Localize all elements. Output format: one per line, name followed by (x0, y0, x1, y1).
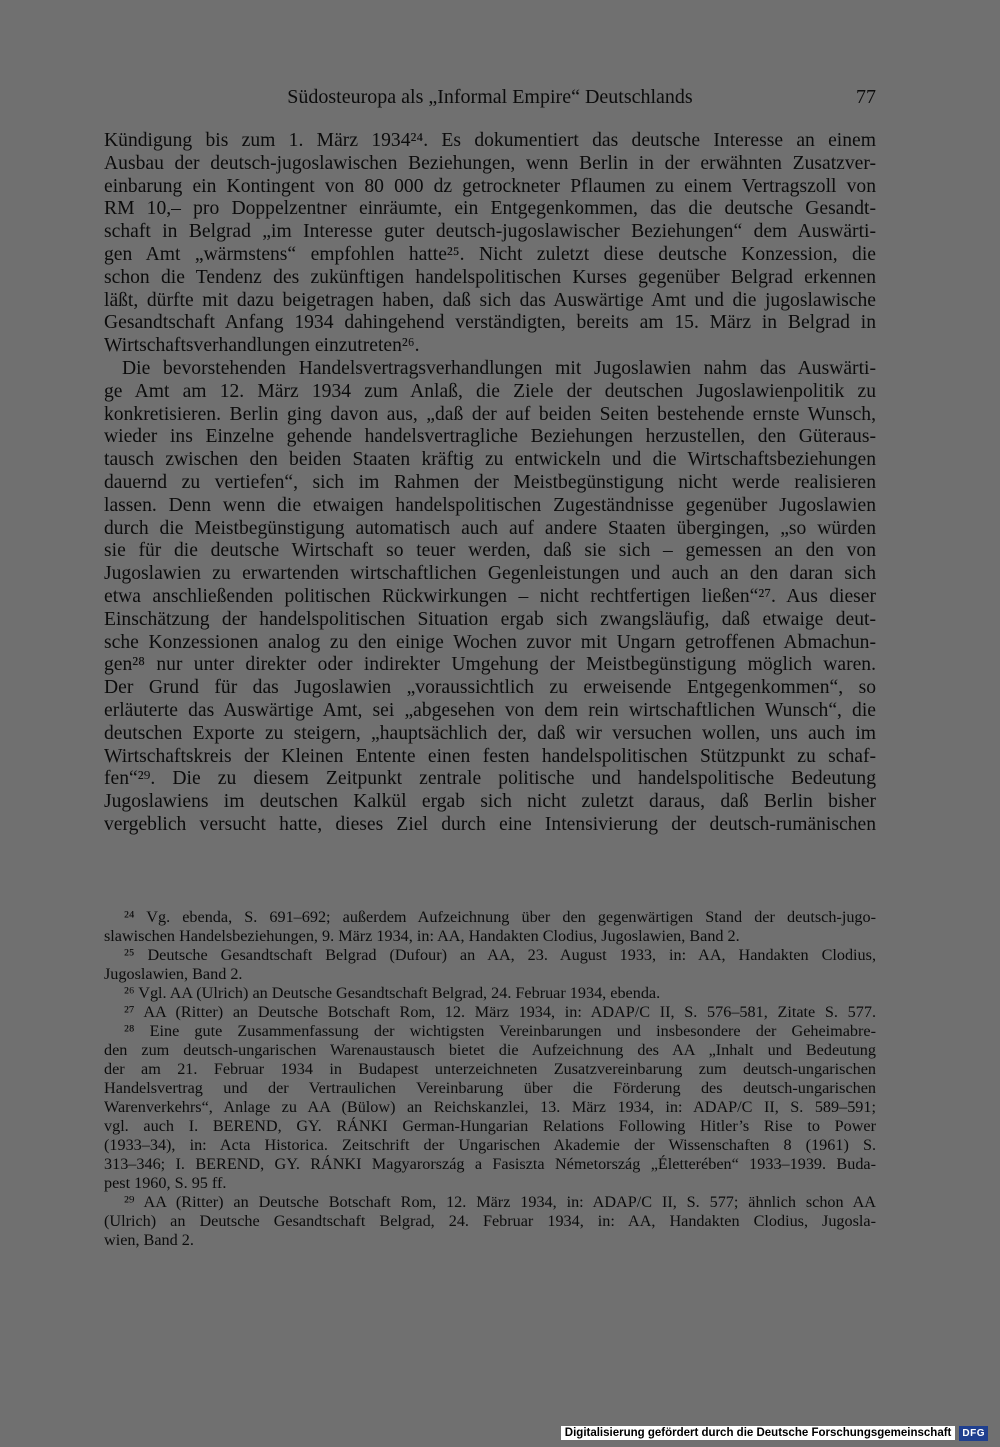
footnote-line: ²⁴ Vg. ebenda, S. 691–692; außerdem Aufzeichnung über den gegenwärtigen Stand der deutsch-jugo- (124, 908, 876, 926)
footnote-line: ²⁶ Vgl. AA (Ulrich) an Deutsche Gesandtschaft Belgrad, 24. Februar 1934, ebenda. (124, 984, 661, 1002)
footnote-line: der am 21. Februar 1934 in Budapest unterzeichneten Zusatzvereinbarung zum deutsch-ungarischen (104, 1060, 876, 1078)
running-head-title: Südosteuropa als „Informal Empire“ Deutschlands (287, 86, 693, 108)
body-line: einbarung ein Kontingent von 80 000 dz getrockneter Pflaumen zu einem Vertragszoll von (104, 175, 876, 197)
footer-credit: Digitalisierung gefördert durch die Deutsche Forschungsgemeinschaft (561, 1426, 956, 1440)
footnote-line: wien, Band 2. (104, 1231, 194, 1249)
footnote-line: ²⁹ AA (Ritter) an Deutsche Botschaft Rom, 12. März 1934, in: ADAP/C II, S. 577; ähnlich schon AA (124, 1193, 876, 1211)
body-line: deutschen Exporte zu steigern, „hauptsächlich der, daß wir versuchen wollen, uns auch im (104, 722, 876, 744)
footnote-line: ²⁵ Deutsche Gesandtschaft Belgrad (Dufour) an AA, 23. August 1933, in: AA, Handakten Clodius, (124, 946, 876, 964)
body-line: läßt, dürfte mit dazu beigetragen haben, daß sich das Auswärtige Amt und die jugoslawische (104, 289, 876, 311)
body-line: Kündigung bis zum 1. März 1934²⁴. Es dokumentiert das deutsche Interesse an einem (104, 130, 876, 151)
body-line: Gesandtschaft Anfang 1934 dahingehend verständigten, bereits am 15. März in Belgrad in (104, 312, 876, 334)
body-line: Wirtschaftsverhandlungen einzutreten²⁶. (104, 335, 420, 357)
footnotes (104, 908, 876, 1250)
body-line: dauernd zu vertiefen“, sich im Rahmen der Meistbegünstigung nicht werde realisieren (104, 471, 876, 493)
footnote-line: ²⁷ AA (Ritter) an Deutsche Botschaft Rom, 12. März 1934, in: ADAP/C II, S. 576–581, Zitate S. 577. (124, 1003, 876, 1021)
body-line: gen Amt „wärmstens“ empfohlen hatte²⁵. Nicht zuletzt diese deutsche Konzession, die (104, 243, 876, 265)
footnote-line: pest 1960, S. 95 ff. (104, 1174, 227, 1192)
footnote-line: ²⁸ Eine gute Zusammenfassung der wichtigsten Vereinbarungen und insbesondere der Geheimabre- (124, 1022, 876, 1040)
body-line: gen²⁸ nur unter direkter oder indirekter Umgehung der Meistbegünstigung möglich waren. (104, 654, 876, 676)
body-line: durch die Meistbegünstigung automatisch auch auf andere Staaten übergingen, „so würden (104, 517, 876, 539)
body-line: schon die Tendenz des zukünftigen handelspolitischen Kurses gegenüber Belgrad erkennen (104, 266, 876, 288)
body-line: wieder ins Einzelne gehende handelsvertragliche Beziehungen herzustellen, den Güteraus- (104, 426, 876, 448)
body-line: fen“²⁹. Die zu diesem Zeitpunkt zentrale politische und handelspolitische Bedeutung (104, 768, 876, 790)
footnote-line: (Ulrich) an Deutsche Gesandtschaft Belgrad, 24. Februar 1934, in: AA, Handakten Clodius, Jugosla- (104, 1212, 876, 1230)
body-line: Die bevorstehenden Handelsvertragsverhandlungen mit Jugoslawien nahm das Auswärti- (122, 357, 876, 379)
body-line: sie für die deutsche Wirtschaft so teuer werden, daß sie sich – gemessen an den von (104, 540, 876, 562)
body-line: Der Grund für das Jugoslawien „voraussichtlich zu erweisende Entgegenkommen“, so (104, 677, 876, 699)
digitization-footer (561, 1425, 988, 1441)
body-line: Ausbau der deutsch-jugoslawischen Beziehungen, wenn Berlin in der erwähnten Zusatzver- (104, 152, 876, 174)
body-line: Wirtschaftskreis der Kleinen Entente einen festen handelspolitischen Stützpunkt zu schaf- (104, 745, 876, 767)
footnote-line: slawischen Handelsbeziehungen, 9. März 1934, in: AA, Handakten Clodius, Jugoslawien, Band 2. (104, 927, 740, 945)
body-line: Jugoslawien zu erwartenden wirtschaftlichen Gegenleistungen und auch an den daran sich (104, 563, 876, 585)
body-line: lassen. Denn wenn die etwaigen handelspolitischen Zugeständnisse gegenüber Jugoslawien (104, 494, 876, 516)
body-text (104, 130, 876, 837)
body-line: Einschätzung der handelspolitischen Situation ergab sich zwangsläufig, daß etwaige deut- (104, 608, 876, 630)
dfg-logo-icon: DFG (959, 1426, 988, 1441)
footnote-line: Warenverkehrs“, Anlage zu AA (Bülow) an Reichskanzlei, 13. März 1934, in: ADAP/C II, S. 589–591; (104, 1098, 876, 1116)
page-number: 77 (856, 86, 876, 108)
footnote-line: vgl. auch I. BEREND, GY. RÁNKI German-Hungarian Relations Following Hitler’s Rise to Power (104, 1117, 876, 1135)
footnote-line: Jugoslawien, Band 2. (104, 965, 243, 983)
body-line: RM 10,– pro Doppelzentner einräumte, ein Entgegenkommen, das die deutsche Gesandt- (104, 198, 876, 220)
footnote-line: den zum deutsch-ungarischen Warenaustausch bietet die Aufzeichnung des AA „Inhalt und Bedeutung (104, 1041, 876, 1059)
running-head (104, 86, 876, 114)
body-line: schaft in Belgrad „im Interesse guter deutsch-jugoslawischer Beziehungen“ dem Auswärti- (104, 221, 876, 243)
body-line: Jugoslawiens im deutschen Kalkül ergab sich nicht zuletzt daraus, daß Berlin bisher (104, 791, 876, 813)
body-line: sche Konzessionen analog zu den einige Wochen zuvor mit Ungarn getroffenen Abmachun- (104, 631, 876, 653)
footnote-line: Handelsvertrag und der Vertraulichen Vereinbarung über die Förderung des deutsch-ungarischen (104, 1079, 876, 1097)
footnote-line: (1933–34), in: Acta Historica. Zeitschrift der Ungarischen Akademie der Wissenschaften 8 (1961) S. (104, 1136, 876, 1154)
body-line: ge Amt am 12. März 1934 zum Anlaß, die Ziele der deutschen Jugoslawienpolitik zu (104, 380, 876, 402)
body-line: konkretisieren. Berlin ging davon aus, „daß der auf beiden Seiten bestehende ernste Wunsch, (104, 403, 876, 425)
body-line: etwa anschließenden politischen Rückwirkungen – nicht rechtfertigen ließen“²⁷. Aus dieser (104, 585, 876, 607)
body-line: tausch zwischen den beiden Staaten kräftig zu entwickeln und die Wirtschaftsbeziehungen (104, 449, 876, 471)
body-line: erläuterte das Auswärtige Amt, sei „abgesehen von dem rein wirtschaftlichen Wunsch“, die (104, 699, 876, 721)
body-line: vergeblich versucht hatte, dieses Ziel durch eine Intensivierung der deutsch-rumänischen (104, 813, 876, 835)
footnote-line: 313–346; I. BEREND, GY. RÁNKI Magyarország a Fasiszta Németország „Életterében“ 1933–1939. Buda- (104, 1155, 876, 1173)
